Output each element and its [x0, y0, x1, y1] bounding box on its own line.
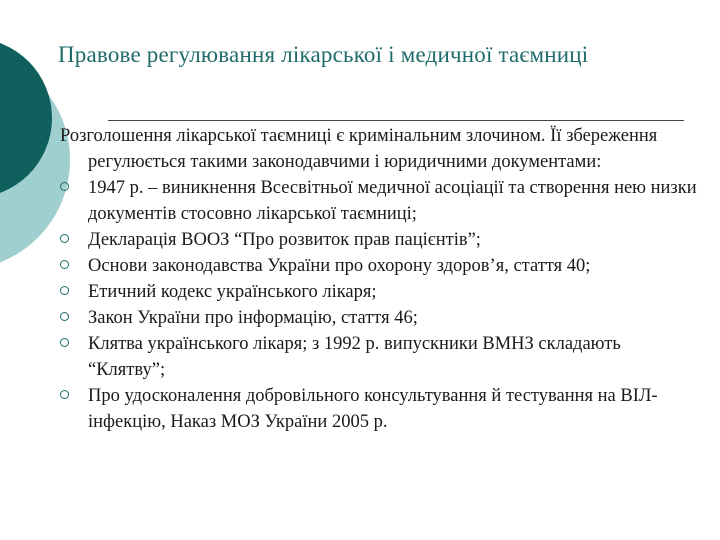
slide-body: [60, 123, 700, 435]
list-item-text: Клятва українського лікаря; з 1992 р. випускники ВМНЗ складають “Клятву”;: [88, 334, 621, 380]
list-item-text: Про удосконалення добровільного консультування й тестування на ВІЛ-інфекцію, Наказ МОЗ України 2005 р.: [88, 386, 658, 432]
hollow-circle-icon: [60, 182, 69, 191]
list-item-text: Основи законодавства України про охорону здоров’я, стаття 40;: [88, 256, 591, 276]
list-item: [60, 253, 700, 279]
bullet-list: [60, 175, 700, 435]
list-item: [60, 227, 700, 253]
list-item-text: 1947 р. – виникнення Всесвітньої медичної асоціації та створення нею низки документів стосовно лікарської таємниці;: [88, 178, 697, 224]
list-item: [60, 175, 700, 227]
list-item: [60, 279, 700, 305]
list-item: [60, 305, 700, 331]
list-item-text: Декларація ВООЗ “Про розвиток прав пацієнтів”;: [88, 230, 481, 250]
list-item-text: Етичний кодекс українського лікаря;: [88, 282, 377, 302]
hollow-circle-icon: [60, 234, 69, 243]
list-item: [60, 331, 700, 383]
list-item: [60, 383, 700, 435]
page-title: Правове регулювання лікарської і медичної таємниці: [58, 42, 589, 67]
hollow-circle-icon: [60, 312, 69, 321]
hollow-circle-icon: [60, 390, 69, 399]
intro-paragraph: Розголошення лікарської таємниці є кримінальним злочином. Її збереження регулюється такими законодавчими і юридичними документами:: [60, 126, 658, 172]
hollow-circle-icon: [60, 338, 69, 347]
title-divider: [108, 120, 684, 121]
list-item-text: Закон України про інформацію, стаття 46;: [88, 308, 418, 328]
hollow-circle-icon: [60, 260, 69, 269]
hollow-circle-icon: [60, 286, 69, 295]
